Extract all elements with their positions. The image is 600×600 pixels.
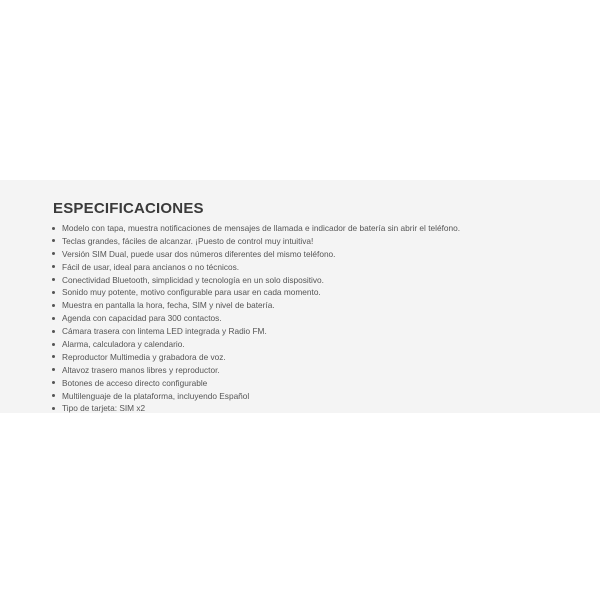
specifications-list bbox=[50, 222, 460, 415]
spec-item bbox=[50, 248, 460, 261]
spec-item-text: Multilenguaje de la plataforma, incluyendo Español bbox=[62, 390, 250, 401]
spec-item-text: Reproductor Multimedia y grabadora de voz. bbox=[62, 351, 226, 362]
spec-item bbox=[50, 338, 460, 351]
spec-item-text: Alarma, calculadora y calendario. bbox=[62, 339, 185, 350]
bullet-icon bbox=[52, 368, 55, 371]
bullet-icon bbox=[52, 239, 55, 242]
bullet-icon bbox=[52, 317, 55, 320]
spec-item bbox=[50, 222, 460, 235]
spec-item-text: Tipo de tarjeta: SIM x2 bbox=[62, 403, 146, 414]
spec-item-text: Conectividad Bluetooth, simplicidad y tecnología en un solo dispositivo. bbox=[62, 274, 324, 285]
bullet-icon bbox=[52, 291, 55, 294]
bullet-icon bbox=[52, 394, 55, 397]
bullet-icon bbox=[52, 343, 55, 346]
spec-item-text: Teclas grandes, fáciles de alcanzar. ¡Puesto de control muy intuitiva! bbox=[62, 235, 314, 246]
spec-item bbox=[50, 364, 460, 377]
bullet-icon bbox=[52, 227, 55, 230]
spec-item-text: Botones de acceso directo configurable bbox=[62, 377, 208, 388]
spec-item-text: Fácil de usar, ideal para ancianos o no técnicos. bbox=[62, 261, 240, 272]
spec-item bbox=[50, 235, 460, 248]
spec-item-text: Muestra en pantalla la hora, fecha, SIM y nivel de batería. bbox=[62, 300, 275, 311]
spec-item bbox=[50, 261, 460, 274]
bullet-icon bbox=[52, 407, 55, 410]
spec-item bbox=[50, 299, 460, 312]
spec-item-text: Cámara trasera con lintema LED integrada y Radio FM. bbox=[62, 326, 267, 337]
spec-item bbox=[50, 390, 460, 403]
specifications-section bbox=[0, 180, 600, 413]
spec-item bbox=[50, 274, 460, 287]
spec-item bbox=[50, 351, 460, 364]
bullet-icon bbox=[52, 252, 55, 255]
spec-item-text: Agenda con capacidad para 300 contactos. bbox=[62, 313, 222, 324]
spec-item-text: Versión SIM Dual, puede usar dos números diferentes del mismo teléfono. bbox=[62, 248, 336, 259]
spec-item-text: Sonido muy potente, motivo configurable para usar en cada momento. bbox=[62, 287, 321, 298]
bullet-icon bbox=[52, 330, 55, 333]
spec-item bbox=[50, 312, 460, 325]
bullet-icon bbox=[52, 381, 55, 384]
bullet-icon bbox=[52, 304, 55, 307]
spec-item bbox=[50, 377, 460, 390]
spec-item bbox=[50, 325, 460, 338]
bullet-icon bbox=[52, 355, 55, 358]
spec-item bbox=[50, 286, 460, 299]
bullet-icon bbox=[52, 265, 55, 268]
bullet-icon bbox=[52, 278, 55, 281]
spec-item-text: Altavoz trasero manos libres y reproductor. bbox=[62, 364, 220, 375]
spec-item-text: Modelo con tapa, muestra notificaciones de mensajes de llamada e indicador de batería sin abrir el teléfono. bbox=[62, 223, 461, 233]
specifications-title: ESPECIFICACIONES bbox=[53, 200, 204, 217]
spec-item bbox=[50, 402, 460, 415]
